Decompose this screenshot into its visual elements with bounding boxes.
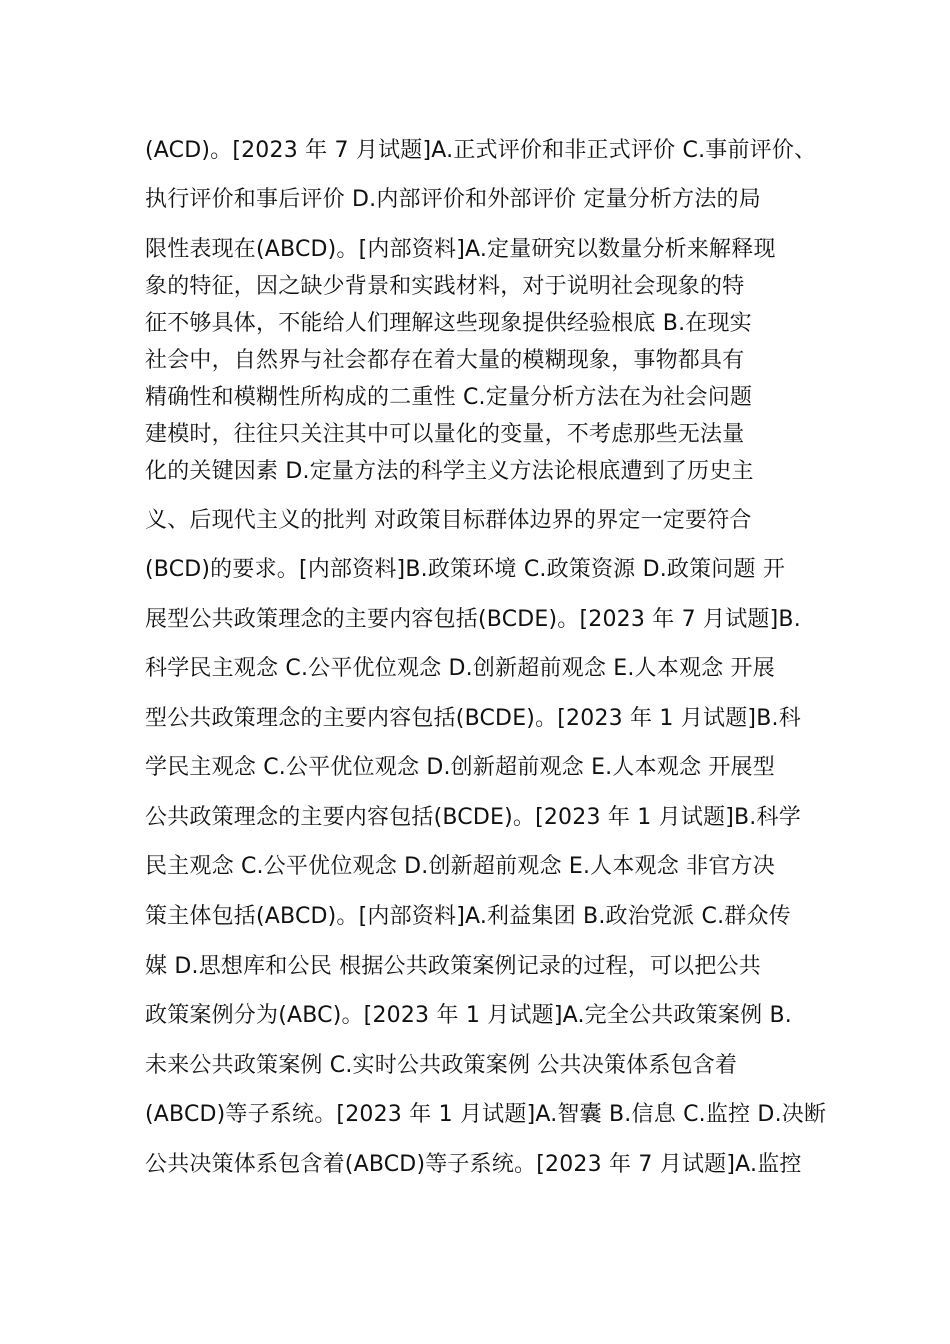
text-line: (BCD)的要求。[内部资料]B.政策环境 C.政策资源 D.政策问题 开 xyxy=(145,557,786,582)
text-line: 限性表现在(ABCD)。[内部资料]A.定量研究以数量分析来解释现 xyxy=(145,237,776,262)
text-line: 执行评价和事后评价 D.内部评价和外部评价 定量分析方法的局 xyxy=(145,187,761,212)
text-line: 社会中，自然界与社会都存在着大量的模糊现象，事物都具有 xyxy=(145,348,745,373)
text-line: 学民主观念 C.公平优位观念 D.创新超前观念 E.人本观念 开展型 xyxy=(145,755,775,780)
text-line: 化的关键因素 D.定量方法的科学主义方法论根底遭到了历史主 xyxy=(145,459,754,484)
text-line: 民主观念 C.公平优位观念 D.创新超前观念 E.人本观念 非官方决 xyxy=(145,854,775,879)
text-line: 政策案例分为(ABC)。[2023 年 1 月试题]A.完全公共政策案例 B. xyxy=(145,1003,792,1028)
text-line: 科学民主观念 C.公平优位观念 D.创新超前观念 E.人本观念 开展 xyxy=(145,656,775,681)
text-line: 未来公共政策案例 C.实时公共政策案例 公共决策体系包含着 xyxy=(145,1053,738,1078)
text-line: 征不够具体，不能给人们理解这些现象提供经验根底 B.在现实 xyxy=(145,311,752,336)
text-line: 展型公共政策理念的主要内容包括(BCDE)。[2023 年 7 月试题]B. xyxy=(145,607,801,632)
text-line: 精确性和模糊性所构成的二重性 C.定量分析方法在为社会问题 xyxy=(145,385,753,410)
text-line: (ACD)。[2023 年 7 月试题]A.正式评价和非正式评价 C.事前评价、 xyxy=(145,138,817,163)
text-line: 媒 D.思想库和公民 根据公共政策案例记录的过程，可以把公共 xyxy=(145,954,761,979)
text-line: 策主体包括(ABCD)。[内部资料]A.利益集团 B.政治党派 C.群众传 xyxy=(145,904,791,929)
text-line: 建模时，往往只关注其中可以量化的变量，不考虑那些无法量 xyxy=(145,422,745,447)
text-line: (ABCD)等子系统。[2023 年 1 月试题]A.智囊 B.信息 C.监控 D.决断 xyxy=(145,1102,827,1127)
text-line: 象的特征，因之缺少背景和实践材料，对于说明社会现象的特 xyxy=(145,274,745,299)
text-line: 公共政策理念的主要内容包括(BCDE)。[2023 年 1 月试题]B.科学 xyxy=(145,805,801,830)
text-line: 公共决策体系包含着(ABCD)等子系统。[2023 年 7 月试题]A.监控 xyxy=(145,1152,802,1177)
text-line: 义、后现代主义的批判 对政策目标群体边界的界定一定要符合 xyxy=(145,508,752,533)
text-line: 型公共政策理念的主要内容包括(BCDE)。[2023 年 1 月试题]B.科 xyxy=(145,706,801,731)
